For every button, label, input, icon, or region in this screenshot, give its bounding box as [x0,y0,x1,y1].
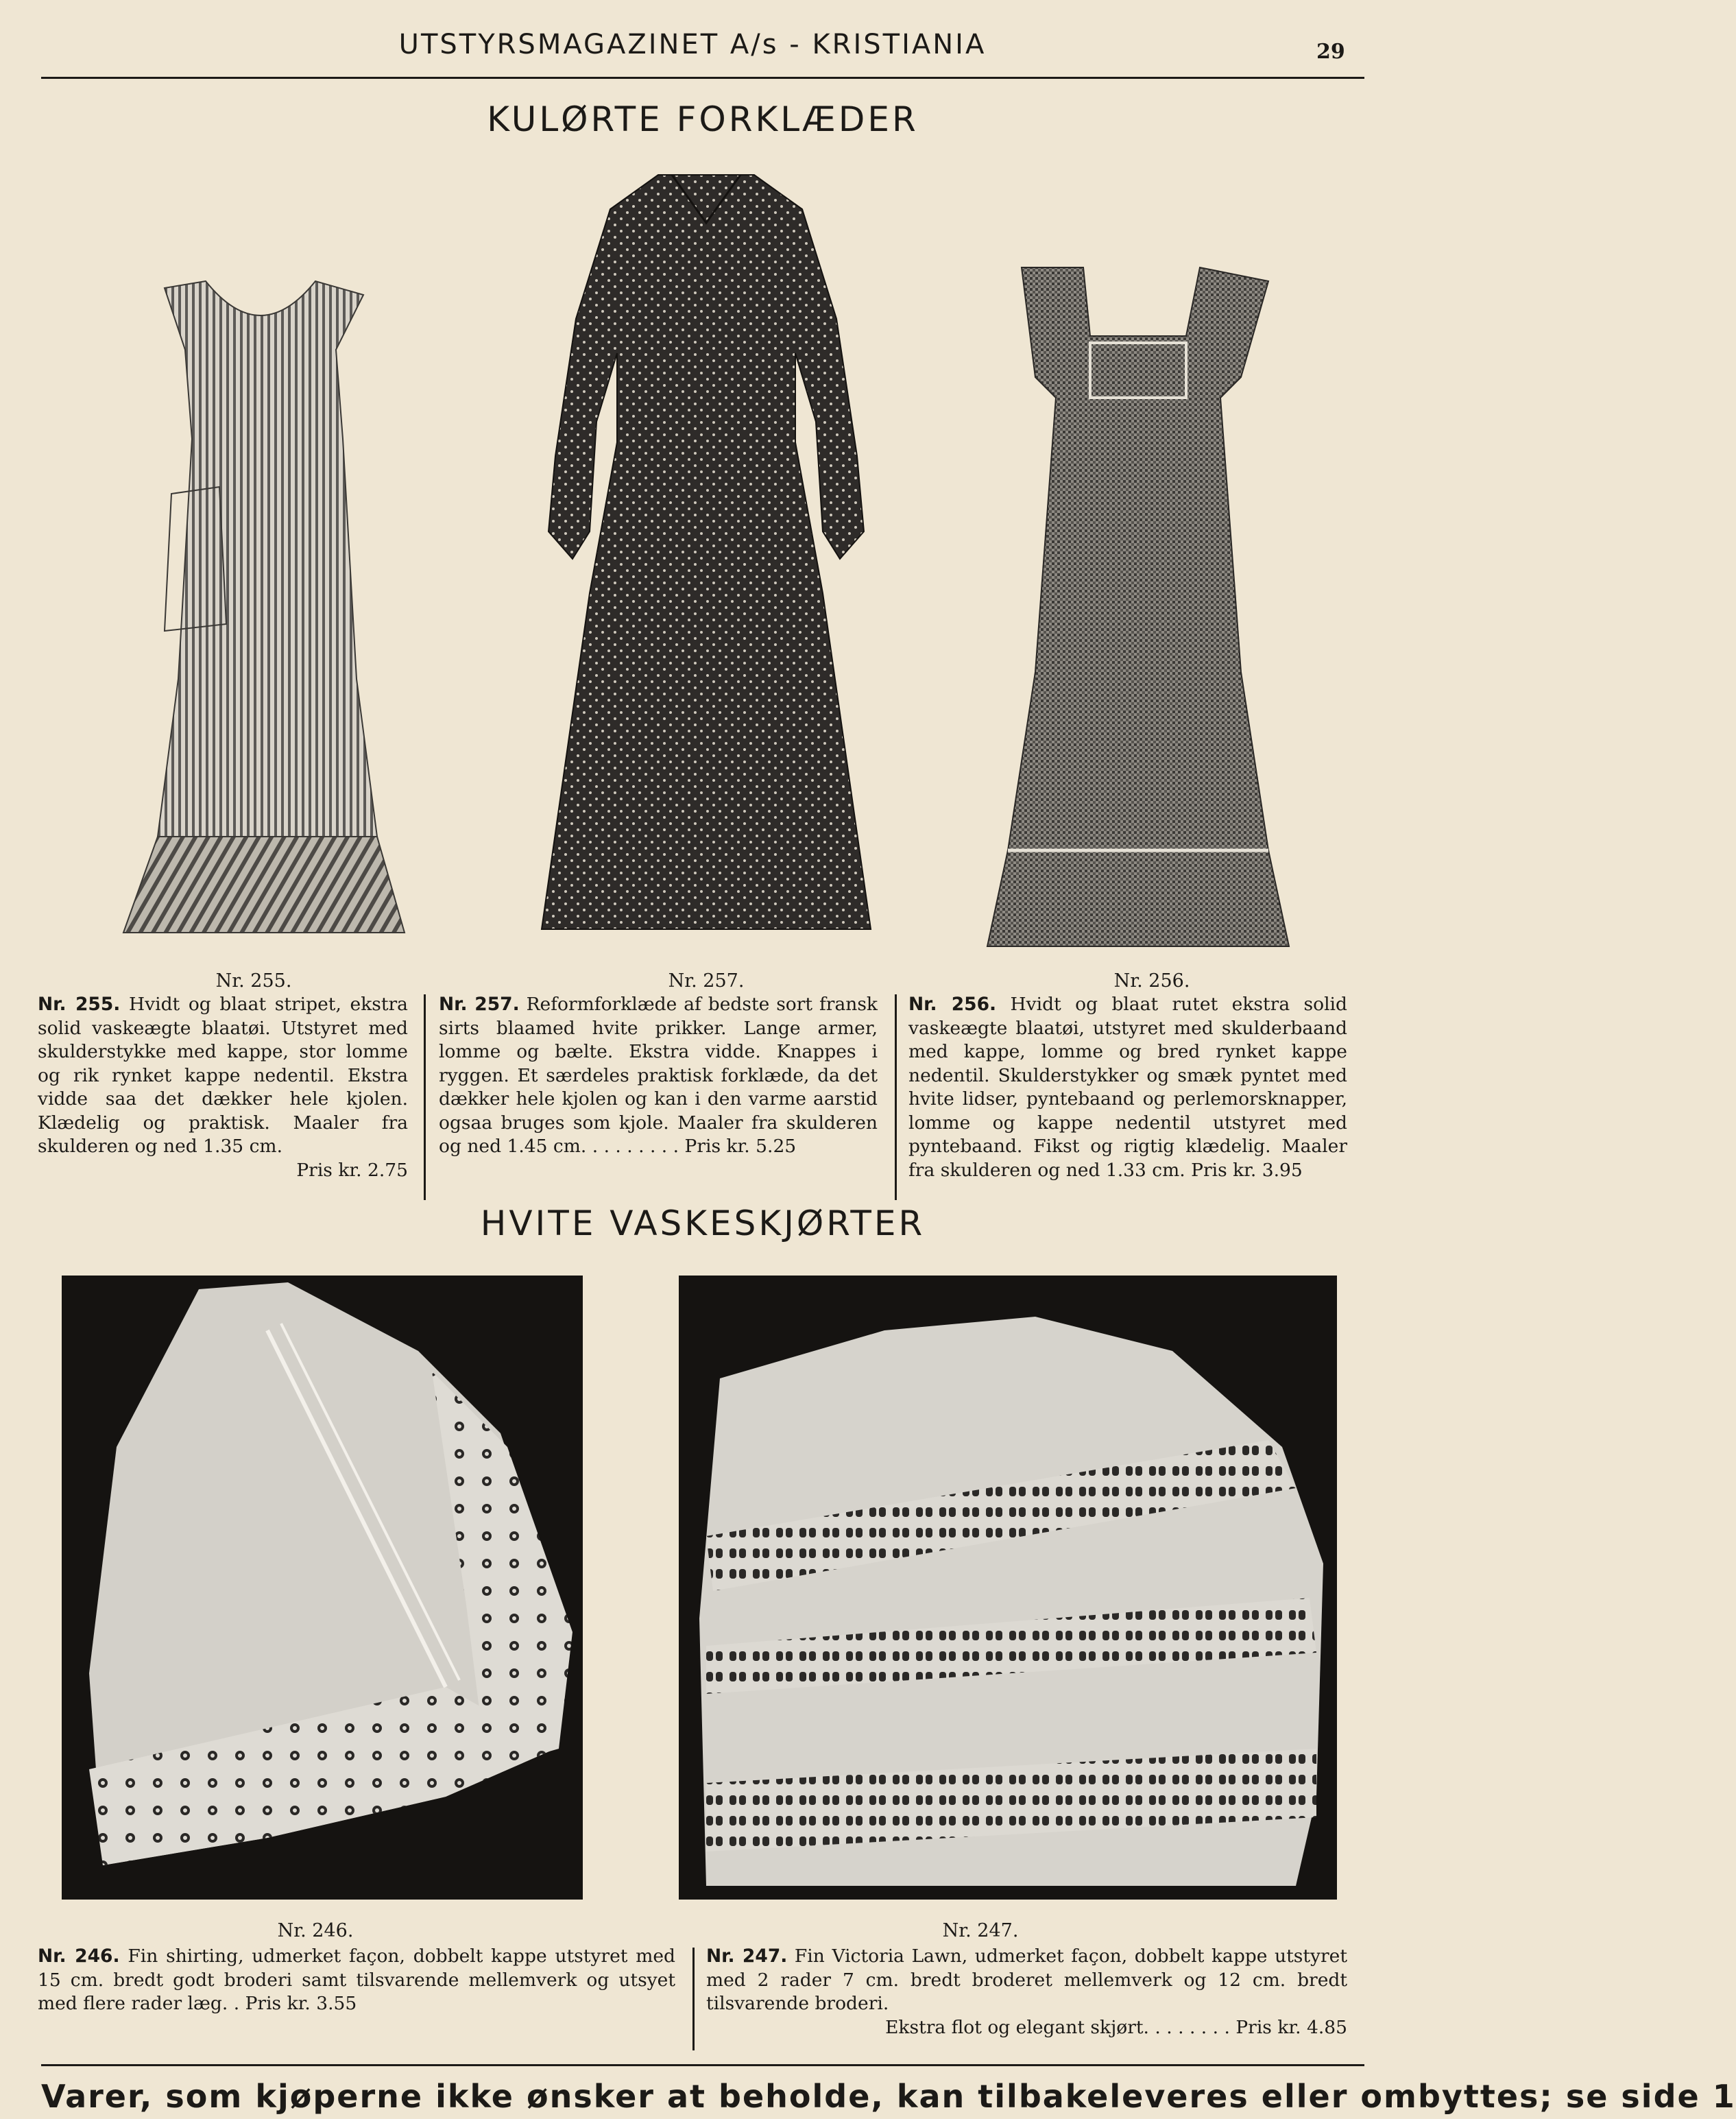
skirt-247-price: Ekstra flot og elegant skjørt. . . . . . . . Pris kr. 4.85 [885,2016,1347,2038]
skirt-246-text: Fin shirting, udmerket façon, dobbelt kappe utstyret med 15 cm. bredt godt broderi samt tilsvarende mellemverk og utsyet med flere rader læg. . Pris kr. 3.55 [38,1946,675,2014]
apron-257-caption: Nr. 257. [668,970,745,992]
apron-257-image [501,147,912,950]
apron-255-text: Hvidt og blaat stripet, ekstra solid vaskeægte blaatøi. Utstyret med skulderstykke med kappe, stor lomme og rik rynket kappe nedentil. Ekstra vidde saa det dækker hele kjolen. Klædelig og praktisk. Maaler fra skulderen og ned 1.35 cm. [38,994,408,1157]
skirt-247-description [706,1945,1347,2039]
skirt-246-description [38,1945,675,2016]
column-divider [424,994,426,1200]
apron-256-lead: Nr. 256. [908,994,997,1015]
header-rule [41,77,1364,79]
skirt-247-image [679,1276,1337,1900]
skirt-247-text: Fin Victoria Lawn, udmerket façon, dobbelt kappe utstyret med 2 rader 7 cm. bredt broderet mellemverk og 12 cm. bredt tilsvarende broderi. [706,1946,1347,2014]
apron-256-image [980,261,1296,953]
footer-notice: Varer, som kjøperne ikke ønsker at beholde, kan tilbakeleveres eller ombyttes; se side 1 [41,2078,1736,2115]
apron-255-description [38,993,408,1182]
section-title-skirts: HVITE VASKESKJØRTER [480,1204,926,1243]
apron-256-description [908,993,1347,1182]
apron-256-caption: Nr. 256. [1113,970,1190,992]
apron-257-text: Reformforklæde af bedste sort fransk sirts blaamed hvite prikker. Lange armer, lomme og bælte. Ekstra vidde. Knappes i ryggen. Et særdeles praktisk forklæde, da det dækker hele kjolen og kan i den varme aarstid ogsaa bruges som kjole. Maaler fra skulderen og ned 1.45 cm. . . . . . . . . Pris kr. 5.25 [439,994,878,1157]
apron-256-text: Hvidt og blaat rutet ekstra solid vaskeægte blaatøi, utstyret med skulderbaand med kappe, lomme og bred rynket kappe nedentil. Skulderstykker og smæk pyntet med hvite lidser, pyntebaand og perlemorsknapper, lomme og kappe nedentil utstyret med pyntebaand. Fikst og rigtig klædelig. Maaler fra skulderen og ned 1.33 cm. Pris kr. 3.95 [908,994,1347,1181]
apron-257-description [439,993,878,1159]
apron-255-image [117,267,405,946]
column-divider [692,1948,695,2050]
footer-rule [41,2064,1364,2066]
apron-255-lead: Nr. 255. [38,994,121,1015]
skirt-247-lead: Nr. 247. [706,1946,788,1967]
column-divider [895,994,897,1200]
page-header-title: UTSTYRSMAGAZINET A/s - KRISTIANIA [398,29,987,60]
skirt-247-caption: Nr. 247. [942,1920,1019,1941]
section-title-aprons: KULØRTE FORKLÆDER [487,99,919,139]
apron-257-lead: Nr. 257. [439,994,520,1015]
skirt-246-image [62,1276,583,1900]
apron-255-caption: Nr. 255. [215,970,292,992]
apron-255-price: Pris kr. 2.75 [296,1159,408,1181]
page-number: 29 [1316,40,1345,64]
skirt-246-lead: Nr. 246. [38,1946,120,1967]
skirt-246-caption: Nr. 246. [277,1920,354,1941]
